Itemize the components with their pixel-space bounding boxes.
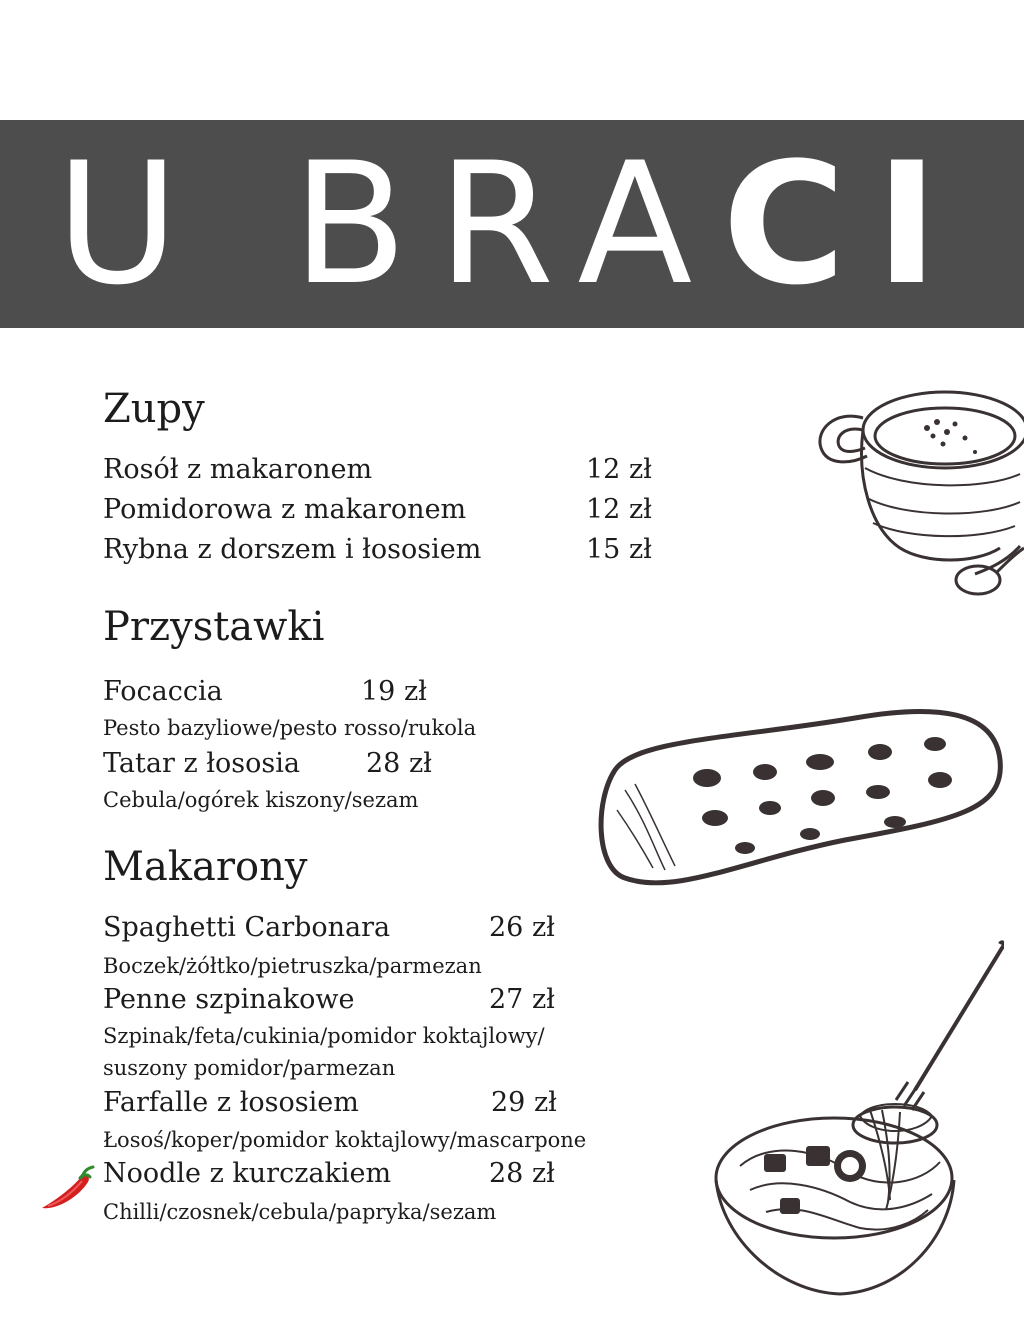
menu-item-price: 27 zł xyxy=(489,984,555,1015)
menu-item-price: 29 zł xyxy=(491,1087,557,1118)
section-title-przystawki: Przystawki xyxy=(103,604,325,650)
menu-item-description: Szpinak/feta/cukinia/pomidor koktajlowy/ xyxy=(103,1024,545,1048)
menu-item-name: Penne szpinakowe xyxy=(103,984,355,1015)
menu-item-price: 28 zł xyxy=(489,1158,555,1189)
menu-item-description: Boczek/żółtko/pietruszka/parmezan xyxy=(103,954,482,978)
menu-item-price: 12 zł xyxy=(586,454,652,485)
menu-item-name: Focaccia xyxy=(103,676,223,707)
menu-item-price: 15 zł xyxy=(586,534,652,565)
restaurant-name-part-1: U BRA xyxy=(55,126,723,322)
menu-item-price: 28 zł xyxy=(366,748,432,779)
chili-pepper-icon xyxy=(38,1162,98,1214)
soup-bowl-illustration xyxy=(815,378,1024,602)
menu-item-name: Noodle z kurczakiem xyxy=(103,1158,392,1189)
section-title-makarony: Makarony xyxy=(103,844,308,890)
noodle-bowl-illustration xyxy=(710,940,1004,1300)
menu-item-description: Łosoś/koper/pomidor koktajlowy/mascarpone xyxy=(103,1128,587,1152)
menu-item-description: Chilli/czosnek/cebula/papryka/sezam xyxy=(103,1200,497,1224)
menu-item-name: Farfalle z łososiem xyxy=(103,1087,359,1118)
menu-item-price: 19 zł xyxy=(361,676,427,707)
menu-item-name: Rybna z dorszem i łososiem xyxy=(103,534,482,565)
menu-item-description: Pesto bazyliowe/pesto rosso/rukola xyxy=(103,716,477,740)
section-title-zupy: Zupy xyxy=(103,386,205,432)
restaurant-name xyxy=(0,120,1024,328)
menu-item-name: Tatar z łososia xyxy=(103,748,300,779)
menu-item-price: 12 zł xyxy=(586,494,652,525)
menu-item-name: Rosół z makaronem xyxy=(103,454,373,485)
menu-item-price: 26 zł xyxy=(489,912,555,943)
menu-item-name: Pomidorowa z makaronem xyxy=(103,494,467,525)
focaccia-bread-illustration xyxy=(595,700,1003,896)
restaurant-name-part-2: CI xyxy=(722,126,969,322)
menu-item-description: Cebula/ogórek kiszony/sezam xyxy=(103,788,419,812)
menu-item-name: Spaghetti Carbonara xyxy=(103,912,391,943)
menu-item-description: suszony pomidor/parmezan xyxy=(103,1056,396,1080)
